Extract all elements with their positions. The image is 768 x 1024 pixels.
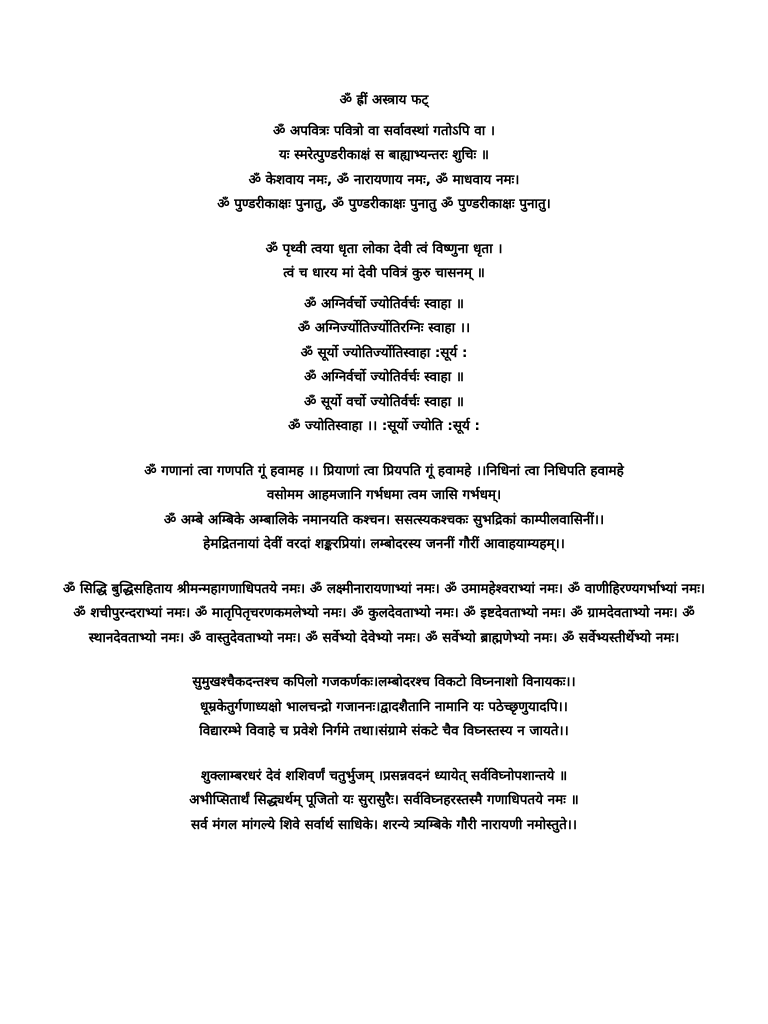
verse-line: ॐ अम्बे अम्बिके अम्बालिके नमानयति कश्चन। ससत्स्यकश्चकः सुभद्रिकां काम्पीलवासिनीं।। [163,511,605,528]
title-mantra: ॐ ह्रीं अस्त्राय फट् [339,92,429,108]
verse-line: ॐ अपवित्रः पवित्रो वा सर्वावस्थां गतोऽपि वा । [272,122,496,139]
verse-line: विद्यारम्भे विवाहे च प्रवेशे निर्गमे तथा।संग्रामे संकटे चैव विघ्नस्तस्य न जायते।। [199,723,569,739]
sumukha-block [60,670,708,744]
ganapati-block [60,459,708,557]
verse-line: अभीप्सितार्थं सिद्ध्यर्थम् पूजितो यः सुरासुरैः। सर्वविघ्नहरस्तस्मै गणाधिपतये नमः ॥ [189,792,579,808]
verse-line: धूम्रकेतुर्गणाध्यक्षो भालचन्द्रो गजाननः।द्वादशैतानि नामानि यः पठेच्छृणुयादपि।। [200,698,568,715]
verse-line: ॐ अग्निर्ज्योतिर्ज्योतिरग्निः स्वाहा ।। [297,320,471,336]
verse-line: ॐ पुण्डरीकाक्षः पुनातु, ॐ पुण्डरीकाक्षः पुनातु ॐ पुण्डरीकाक्षः पुनातु। [217,196,551,212]
verse-paragraph: ॐ गणानां त्वा गणपति गूं हवामह ।। प्रियाणां त्वा प्रियपति गूं हवामहे ।।निधिनां त्वा निधिपति हवामहे [144,462,624,479]
verse-line: ॐ ज्योतिस्वाहा ।। :सूर्यो ज्योति :सूर्य : [288,418,480,434]
verse-line: ॐ अग्निर्वर्चो ज्योतिर्वर्चः स्वाहा ॥ [304,369,464,385]
prithvi-block [60,237,708,286]
verse-line: ॐ पृथ्वी त्वया धृता लोका देवी त्वं विष्णुना धृता । [265,240,503,257]
namah-block [60,577,708,651]
verse-line: त्वं च धारय मां देवी पवित्रं कुरु चासनम् ॥ [283,265,485,281]
verse-line: शुक्लाम्बरधरं देवं शशिवर्णं चतुर्भुजम् ।प्रसन्नवदनं ध्यायेत् सर्वविघ्नोपशान्तये ॥ [200,767,568,784]
verse-line: ॐ सूर्यो वर्चो ज्योतिर्वर्चः स्वाहा ॥ [304,393,464,410]
verse-line: ॐ केशवाय नमः, ॐ नारायणाय नमः, ॐ माधवाय नमः। [248,171,520,188]
shukla-block [60,764,708,838]
verse-paragraph: ॐ सिद्धि बुद्धिसहिताय श्रीमन्महागणाधिपतये नमः। ॐ लक्ष्मीनारायणाभ्यां नमः। ॐ उमामहेश्वराभ्यां नमः। ॐ वाणीहिरण्यगर्भाभ्यां नमः। ॐ शचीपुरन्दराभ्यां नमः। ॐ मातृपितृचरणकमलेभ्यो नमः। ॐ कुलदेवताभ्यो नमः। ॐ इष्टदेवताभ्यो नमः। ॐ ग्रामदेवताभ्यो नमः। ॐ स्थानदेवताभ्यो नमः। ॐ वास्तुदेवताभ्यो नमः। ॐ सर्वेभ्यो देवेभ्यो नमः। ॐ सर्वेभ्यो ब्राह्मणेभ्यो नमः। ॐ सर्वेभ्यस्तीर्थेभ्यो नमः। [62,580,706,646]
verse-line: ॐ अग्निर्वर्चो ज्योतिर्वर्चः स्वाहा ॥ [304,295,464,312]
verse-line: हेमद्रितनायां देवीं वरदां शङ्करप्रियां। लम्बोदरस्य जननीं गौरीं आवाहयाम्यहम्।। [203,536,565,552]
document-page [60,88,708,837]
verse-line: सर्व मंगल मांगल्ये शिवे सर्वार्थ साधिके। शरन्ये त्र्यम्बिके गौरी नारायणी नमोस्तुते।। [191,816,577,833]
verse-line: यः स्मरेत्पुण्डरीकाक्षं स बाह्याभ्यन्तरः शुचिः ॥ [278,147,490,163]
verse-line: ॐ सूर्यो ज्योतिर्ज्योतिस्वाहा :सूर्य : [300,344,468,361]
verse-line: वसोमम आहमजानि गर्भधमा त्वम जासि गर्भधम्। [266,487,502,503]
agni-block [60,292,708,439]
verse-line: सुमुखश्चैकदन्तश्च कपिलो गजकर्णकः।लम्बोदरश्च विकटो विघ्ननाशो विनायकः।। [192,674,576,690]
pavitrikaran-block [60,119,708,217]
